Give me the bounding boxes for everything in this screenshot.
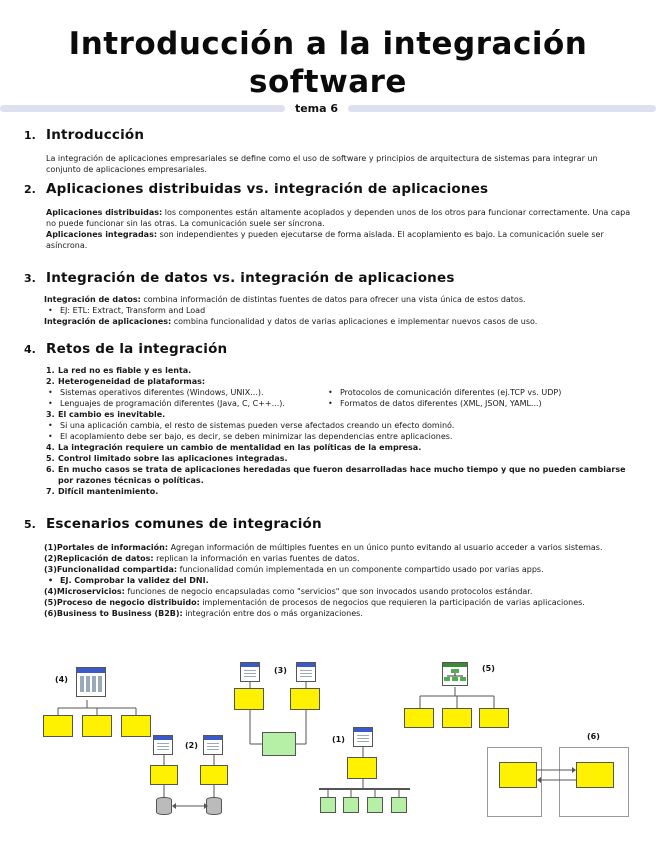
system-box	[43, 715, 73, 737]
bullet-list	[44, 575, 632, 586]
term-label: Integración de datos:	[44, 295, 141, 304]
microservice-box	[320, 797, 336, 813]
tema-label: tema 6	[294, 102, 339, 115]
system-box	[82, 715, 112, 737]
microservice-box	[367, 797, 383, 813]
paragraph	[44, 294, 632, 305]
numbered-list	[44, 442, 632, 497]
tema-band-left	[0, 105, 285, 112]
paragraph	[46, 229, 632, 251]
list-item	[44, 376, 632, 387]
microservice-box	[343, 797, 359, 813]
term-text: combina información de distintas fuentes de datos para ofrecer una vista única de estos datos.	[140, 295, 526, 304]
section-heading	[24, 270, 632, 286]
list-item	[44, 442, 632, 453]
term-text: implementación de procesos de negocios que requieren la participación de varias aplicaciones.	[199, 598, 585, 607]
term-text: replican la información en varias fuentes de datos.	[153, 554, 360, 563]
list-item	[44, 453, 632, 464]
term-label: (4)Microservicios:	[44, 587, 125, 596]
term-text: funcionalidad común implementada en un componente compartido usado por varias apps.	[177, 565, 544, 574]
portal-window-icon	[76, 667, 106, 697]
item-number: 5.	[46, 454, 55, 463]
section-heading	[24, 516, 632, 532]
section-heading	[24, 127, 632, 143]
list-item: • Formatos de datos diferentes (XML, JSON, YAML...)	[324, 398, 604, 409]
microservice-box	[391, 797, 407, 813]
item-text: El cambio es inevitable.	[58, 410, 166, 419]
process-app-box	[442, 708, 472, 728]
section-number: 4.	[24, 343, 36, 356]
b2b-connectors	[484, 730, 632, 820]
item-number: 7.	[46, 487, 55, 496]
section-title: Integración de datos vs. integración de aplicaciones	[46, 270, 455, 286]
tema-bar	[0, 103, 656, 114]
diagram-label: (3)	[274, 666, 287, 675]
system-box	[121, 715, 151, 737]
term-label: (2)Replicación de datos:	[44, 554, 154, 563]
section-integracion-datos	[24, 270, 632, 327]
section-title: Introducción	[46, 127, 145, 143]
diagram-label: (6)	[587, 732, 600, 741]
section-title: Retos de la integración	[46, 341, 228, 357]
item-text: Control limitado sobre las aplicaciones integradas.	[58, 454, 288, 463]
section-heading	[24, 341, 632, 357]
item-text: La red no es fiable y es lenta.	[58, 366, 192, 375]
list-item	[44, 365, 632, 376]
replication-connectors	[148, 735, 238, 820]
diagram-replication	[148, 735, 238, 820]
list-item: • EJ. Comprobar la validez del DNI.	[44, 575, 632, 586]
diagram-label: (2)	[185, 741, 198, 750]
paragraph	[44, 553, 632, 564]
numbered-list	[44, 409, 632, 420]
section-body	[24, 294, 632, 327]
diagram-label: (1)	[332, 735, 345, 744]
numbered-list	[44, 365, 632, 387]
section-introduccion	[24, 127, 632, 175]
term-label: Aplicaciones distribuidas:	[46, 208, 163, 217]
paragraph	[44, 316, 632, 327]
diagram-portal	[40, 660, 160, 740]
section-escenarios	[24, 516, 632, 619]
platform-bullets	[44, 387, 632, 409]
process-app-box	[404, 708, 434, 728]
term-label: (1)Portales de información:	[44, 543, 169, 552]
list-item: • Lenguajes de programación diferentes (Java, C, C++...).	[44, 398, 324, 409]
list-item: • EJ: ETL: Extract, Transform and Load	[44, 305, 632, 316]
page-title-line1: Introducción a la integración	[68, 26, 588, 62]
item-text: Difícil mantenimiento.	[58, 487, 159, 496]
section-heading	[24, 181, 632, 197]
diagram-microservices	[316, 725, 416, 820]
list-item	[44, 486, 632, 497]
term-text: combina funcionalidad y datos de varias aplicaciones e implementar nuevos casos de uso.	[171, 317, 538, 326]
item-number: 2.	[46, 377, 55, 386]
section-body	[24, 365, 632, 497]
process-app-box	[479, 708, 509, 728]
section-title: Aplicaciones distribuidas vs. integración de aplicaciones	[46, 181, 489, 197]
bullet-list	[44, 305, 632, 316]
section-body	[24, 207, 632, 251]
item-number: 3.	[46, 410, 55, 419]
section-number: 2.	[24, 183, 36, 196]
section-title: Escenarios comunes de integración	[46, 516, 322, 532]
item-number: 1.	[46, 366, 55, 375]
diagram-b2b	[484, 730, 632, 820]
paragraph	[44, 542, 632, 553]
item-text: Heterogeneidad de plataformas:	[58, 377, 206, 386]
paragraph	[44, 586, 632, 597]
section-number: 1.	[24, 129, 36, 142]
tema-band-right	[348, 105, 656, 112]
term-label: (6)Business to Business (B2B):	[44, 609, 183, 618]
list-item: • El acoplamiento debe ser bajo, es decir, se deben minimizar las dependencias entre aplicaciones.	[44, 431, 632, 442]
term-label: (3)Funcionalidad compartida:	[44, 565, 178, 574]
bullet-list	[44, 420, 632, 442]
term-text: los componentes están altamente acoplados y dependen unos de los otros para funcionar correctamente. Una capa no puede funcionar sin las otras. La comunicación suele ser síncrona.	[46, 208, 631, 228]
term-label: (5)Proceso de negocio distribuido:	[44, 598, 200, 607]
item-text: En mucho casos se trata de aplicaciones heredadas que fueron desarrolladas hace mucho tiempo y que no pueden cambiarse por razones técnicas o políticas.	[58, 465, 626, 485]
paragraph: La integración de aplicaciones empresariales se define como el uso de software y principios de arquitectura de sistemas para integrar un conjunto de aplicaciones empresariales.	[46, 154, 598, 174]
term-label: Aplicaciones integradas:	[46, 230, 158, 239]
term-text: Agregan información de múltiples fuentes en un único punto evitando al usuario acceder a varios sistemas.	[168, 543, 603, 552]
bullet-list-left	[44, 387, 324, 409]
diagram-business-process	[400, 660, 520, 732]
list-item	[44, 464, 632, 486]
item-text: La integración requiere un cambio de mentalidad en las políticas de la empresa.	[58, 443, 422, 452]
term-text: son independientes y pueden ejecutarse de forma aislada. El acoplamiento es bajo. La comunicación suele ser asíncrona.	[46, 230, 604, 250]
item-number: 4.	[46, 443, 55, 452]
section-retos	[24, 341, 632, 497]
paragraph	[44, 608, 632, 619]
section-body	[24, 542, 632, 619]
section-number: 5.	[24, 518, 36, 531]
bullet-list-right	[324, 387, 604, 409]
diagram-label: (4)	[55, 675, 68, 684]
list-item: • Protocolos de comunicación diferentes (ej.TCP vs. UDP)	[324, 387, 604, 398]
term-label: Integración de aplicaciones:	[44, 317, 172, 326]
paragraph	[44, 564, 632, 575]
term-text: funciones de negocio encapsuladas como "servicios" que son invocados usando protocolos estándar.	[124, 587, 533, 596]
section-body	[24, 153, 632, 175]
paragraph	[46, 207, 632, 229]
paragraph	[44, 597, 632, 608]
section-aplicaciones-distribuidas	[24, 181, 632, 251]
list-item: • Sistemas operativos diferentes (Windows, UNIX...).	[44, 387, 324, 398]
list-item: • Si una aplicación cambia, el resto de sistemas pueden verse afectados creando un efecto dominó.	[44, 420, 632, 431]
page-title-line2: software	[249, 64, 407, 100]
term-text: integración entre dos o más organizaciones.	[182, 609, 363, 618]
item-number: 6.	[46, 465, 55, 474]
list-item	[44, 409, 632, 420]
section-number: 3.	[24, 272, 36, 285]
diagram-label: (5)	[482, 664, 495, 673]
